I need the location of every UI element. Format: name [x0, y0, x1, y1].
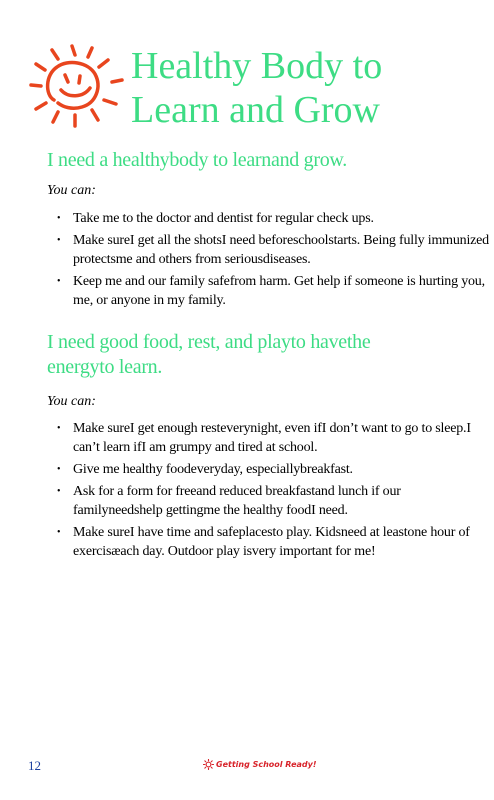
section-2-heading-line-2: energyto learn. [47, 356, 163, 378]
list-item: • Keep me and our family safefrom harm. Get help if someone is hurting you, me, or anyone in my family. [57, 274, 485, 308]
bullet-icon: • [57, 235, 61, 246]
title-line-2: Learn and Grow [131, 89, 381, 131]
list-item: • Ask for a form for freeand reduced breakfastand lunch if our familyneedshelp gettingme the healthy foodI need. [57, 484, 401, 518]
bullet-icon: • [57, 276, 61, 287]
list-item: • Take me to the doctor and dentist for regular check ups. [57, 211, 374, 226]
list-item: • Make sureI get all the shotsI need beforeschoolstarts. Being fully immunized protectsme and others from seriousdiseases. [57, 233, 489, 267]
list-item: • Make sureI have time and safeplacesto play. Kidsneed at leastone hour of exercisæach day. Outdoor play isvery important for me! [57, 525, 470, 559]
bullet-icon: • [57, 213, 61, 224]
page-number: 12 [28, 758, 41, 773]
small-sun-icon [203, 759, 214, 770]
footer-brand [203, 759, 316, 770]
footer-brand-text: Getting School Ready! [216, 760, 317, 769]
sun-face-icon [28, 40, 124, 130]
page-title [131, 44, 481, 132]
bullet-icon: • [57, 527, 61, 538]
section-1-you-can: You can: [47, 183, 96, 198]
title-line-1: Healthy Body to [131, 45, 383, 87]
section-2-heading [47, 330, 467, 380]
list-item: • Make sureI get enough resteverynight, even ifI don’t want to go to sleep.I can’t learn ifI am grumpy and tired at school. [57, 421, 471, 455]
list-item: • Give me healthy foodeveryday, especiallybreakfast. [57, 462, 353, 477]
bullet-icon: • [57, 486, 61, 497]
section-1-heading: I need a healthybody to learnand grow. [47, 149, 347, 171]
bullet-icon: • [57, 423, 61, 434]
section-2-you-can: You can: [47, 394, 96, 409]
section-2-heading-line-1: I need good food, rest, and playto havethe [47, 331, 371, 353]
section-1-list [56, 209, 492, 313]
bullet-icon: • [57, 464, 61, 475]
section-2-list [56, 419, 492, 564]
